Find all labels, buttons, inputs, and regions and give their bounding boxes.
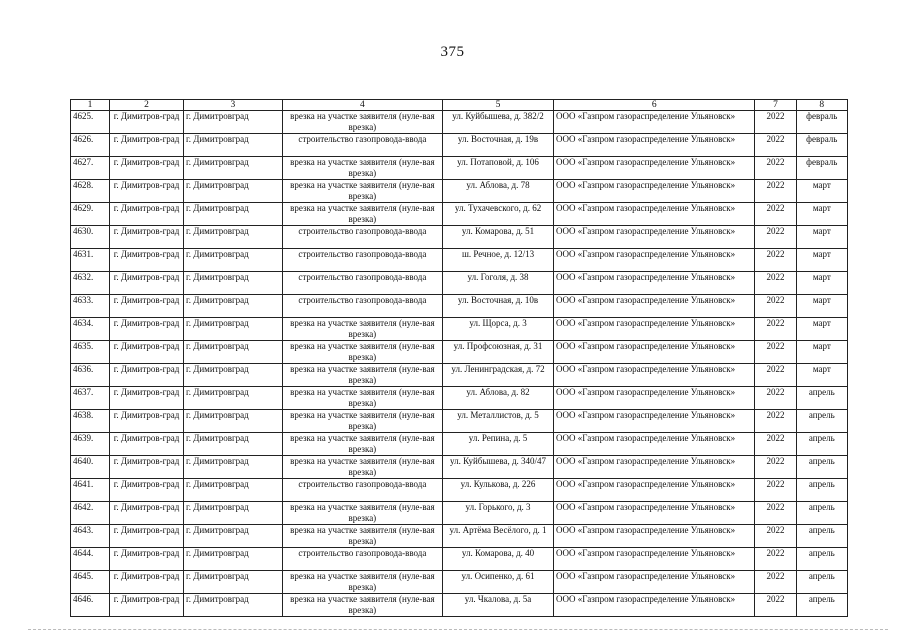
district-cell: г. Димитров-град: [110, 525, 184, 548]
locality-cell: г. Димитровград: [184, 410, 283, 433]
locality-cell: г. Димитровград: [184, 502, 283, 525]
table-row: [71, 341, 848, 364]
year-cell: 2022: [755, 410, 796, 433]
district-cell: г. Димитров-град: [110, 226, 184, 249]
address-cell: ул. Тухачевского, д. 62: [443, 203, 554, 226]
row-number: 4627.: [71, 157, 110, 180]
address-cell: ул. Ленинградская, д. 72: [443, 364, 554, 387]
address-cell: ул. Щорса, д. 3: [443, 318, 554, 341]
month-cell: февраль: [796, 157, 847, 180]
district-cell: г. Димитров-град: [110, 502, 184, 525]
row-number: 4644.: [71, 548, 110, 571]
work-type-cell: врезка на участке заявителя (нуле-вая врезка): [282, 364, 442, 387]
table-row: [71, 111, 848, 134]
header-row: [71, 100, 848, 111]
organization-cell: ООО «Газпром газораспределение Ульяновск»: [554, 433, 755, 456]
district-cell: г. Димитров-град: [110, 203, 184, 226]
locality-cell: г. Димитровград: [184, 364, 283, 387]
organization-cell: ООО «Газпром газораспределение Ульяновск»: [554, 180, 755, 203]
table-row: [71, 295, 848, 318]
organization-cell: ООО «Газпром газораспределение Ульяновск»: [554, 341, 755, 364]
table-row: [71, 410, 848, 433]
locality-cell: г. Димитровград: [184, 180, 283, 203]
month-cell: апрель: [796, 502, 847, 525]
work-type-cell: врезка на участке заявителя (нуле-вая врезка): [282, 203, 442, 226]
locality-cell: г. Димитровград: [184, 387, 283, 410]
work-type-cell: врезка на участке заявителя (нуле-вая врезка): [282, 180, 442, 203]
column-header: 2: [110, 100, 184, 111]
district-cell: г. Димитров-град: [110, 180, 184, 203]
year-cell: 2022: [755, 364, 796, 387]
address-cell: ул. Восточная, д. 19в: [443, 134, 554, 157]
month-cell: апрель: [796, 594, 847, 617]
locality-cell: г. Димитровград: [184, 272, 283, 295]
district-cell: г. Димитров-град: [110, 272, 184, 295]
address-cell: ул. Куйбышева, д. 340/47: [443, 456, 554, 479]
work-type-cell: врезка на участке заявителя (нуле-вая врезка): [282, 525, 442, 548]
column-header: 8: [796, 100, 847, 111]
month-cell: апрель: [796, 387, 847, 410]
district-cell: г. Димитров-град: [110, 295, 184, 318]
registry-table: [70, 99, 848, 617]
locality-cell: г. Димитровград: [184, 157, 283, 180]
organization-cell: ООО «Газпром газораспределение Ульяновск»: [554, 548, 755, 571]
column-header: 4: [282, 100, 442, 111]
organization-cell: ООО «Газпром газораспределение Ульяновск»: [554, 203, 755, 226]
table-row: [71, 180, 848, 203]
row-number: 4625.: [71, 111, 110, 134]
work-type-cell: врезка на участке заявителя (нуле-вая врезка): [282, 571, 442, 594]
locality-cell: г. Димитровград: [184, 249, 283, 272]
table-row: [71, 456, 848, 479]
organization-cell: ООО «Газпром газораспределение Ульяновск»: [554, 249, 755, 272]
year-cell: 2022: [755, 456, 796, 479]
organization-cell: ООО «Газпром газораспределение Ульяновск»: [554, 410, 755, 433]
year-cell: 2022: [755, 502, 796, 525]
row-number: 4631.: [71, 249, 110, 272]
work-type-cell: врезка на участке заявителя (нуле-вая врезка): [282, 111, 442, 134]
locality-cell: г. Димитровград: [184, 318, 283, 341]
address-cell: ул. Осипенко, д. 61: [443, 571, 554, 594]
table-row: [71, 364, 848, 387]
work-type-cell: врезка на участке заявителя (нуле-вая врезка): [282, 341, 442, 364]
page-bottom-divider: [28, 629, 888, 630]
row-number: 4633.: [71, 295, 110, 318]
table-row: [71, 594, 848, 617]
table-row: [71, 203, 848, 226]
month-cell: март: [796, 249, 847, 272]
row-number: 4637.: [71, 387, 110, 410]
organization-cell: ООО «Газпром газораспределение Ульяновск»: [554, 157, 755, 180]
month-cell: апрель: [796, 410, 847, 433]
table-row: [71, 479, 848, 502]
year-cell: 2022: [755, 571, 796, 594]
row-number: 4628.: [71, 180, 110, 203]
address-cell: ш. Речное, д. 12/13: [443, 249, 554, 272]
year-cell: 2022: [755, 433, 796, 456]
row-number: 4640.: [71, 456, 110, 479]
table-row: [71, 571, 848, 594]
year-cell: 2022: [755, 295, 796, 318]
month-cell: апрель: [796, 571, 847, 594]
table-row: [71, 433, 848, 456]
district-cell: г. Димитров-град: [110, 594, 184, 617]
row-number: 4645.: [71, 571, 110, 594]
row-number: 4635.: [71, 341, 110, 364]
year-cell: 2022: [755, 249, 796, 272]
column-header: 5: [443, 100, 554, 111]
address-cell: ул. Куйбышева, д. 382/2: [443, 111, 554, 134]
locality-cell: г. Димитровград: [184, 525, 283, 548]
work-type-cell: врезка на участке заявителя (нуле-вая врезка): [282, 456, 442, 479]
organization-cell: ООО «Газпром газораспределение Ульяновск»: [554, 111, 755, 134]
month-cell: март: [796, 341, 847, 364]
year-cell: 2022: [755, 387, 796, 410]
address-cell: ул. Профсоюзная, д. 31: [443, 341, 554, 364]
address-cell: ул. Горького, д. 3: [443, 502, 554, 525]
column-header: 1: [71, 100, 110, 111]
address-cell: ул. Комарова, д. 40: [443, 548, 554, 571]
month-cell: март: [796, 295, 847, 318]
locality-cell: г. Димитровград: [184, 548, 283, 571]
table-row: [71, 249, 848, 272]
district-cell: г. Димитров-град: [110, 456, 184, 479]
work-type-cell: строительство газопровода-ввода: [282, 548, 442, 571]
row-number: 4629.: [71, 203, 110, 226]
address-cell: ул. Аблова, д. 82: [443, 387, 554, 410]
address-cell: ул. Кулькова, д. 226: [443, 479, 554, 502]
year-cell: 2022: [755, 525, 796, 548]
organization-cell: ООО «Газпром газораспределение Ульяновск»: [554, 502, 755, 525]
work-type-cell: врезка на участке заявителя (нуле-вая врезка): [282, 157, 442, 180]
organization-cell: ООО «Газпром газораспределение Ульяновск»: [554, 134, 755, 157]
row-number: 4636.: [71, 364, 110, 387]
month-cell: март: [796, 203, 847, 226]
district-cell: г. Димитров-град: [110, 341, 184, 364]
year-cell: 2022: [755, 203, 796, 226]
year-cell: 2022: [755, 272, 796, 295]
year-cell: 2022: [755, 111, 796, 134]
organization-cell: ООО «Газпром газораспределение Ульяновск»: [554, 571, 755, 594]
table-row: [71, 548, 848, 571]
table-row: [71, 272, 848, 295]
work-type-cell: строительство газопровода-ввода: [282, 479, 442, 502]
work-type-cell: врезка на участке заявителя (нуле-вая врезка): [282, 502, 442, 525]
organization-cell: ООО «Газпром газораспределение Ульяновск»: [554, 364, 755, 387]
work-type-cell: врезка на участке заявителя (нуле-вая врезка): [282, 410, 442, 433]
organization-cell: ООО «Газпром газораспределение Ульяновск»: [554, 456, 755, 479]
locality-cell: г. Димитровград: [184, 341, 283, 364]
registry-body: [71, 111, 848, 617]
row-number: 4634.: [71, 318, 110, 341]
table-row: [71, 226, 848, 249]
work-type-cell: врезка на участке заявителя (нуле-вая врезка): [282, 387, 442, 410]
work-type-cell: врезка на участке заявителя (нуле-вая врезка): [282, 318, 442, 341]
work-type-cell: строительство газопровода-ввода: [282, 249, 442, 272]
month-cell: апрель: [796, 525, 847, 548]
locality-cell: г. Димитровград: [184, 479, 283, 502]
organization-cell: ООО «Газпром газораспределение Ульяновск»: [554, 387, 755, 410]
district-cell: г. Димитров-град: [110, 318, 184, 341]
month-cell: март: [796, 272, 847, 295]
year-cell: 2022: [755, 341, 796, 364]
row-number: 4646.: [71, 594, 110, 617]
district-cell: г. Димитров-град: [110, 387, 184, 410]
month-cell: март: [796, 180, 847, 203]
month-cell: апрель: [796, 456, 847, 479]
month-cell: февраль: [796, 111, 847, 134]
address-cell: ул. Комарова, д. 51: [443, 226, 554, 249]
district-cell: г. Димитров-град: [110, 571, 184, 594]
locality-cell: г. Димитровград: [184, 456, 283, 479]
table-row: [71, 157, 848, 180]
address-cell: ул. Репина, д. 5: [443, 433, 554, 456]
year-cell: 2022: [755, 134, 796, 157]
page-number: 375: [440, 44, 465, 60]
table-row: [71, 134, 848, 157]
locality-cell: г. Димитровград: [184, 111, 283, 134]
district-cell: г. Димитров-град: [110, 433, 184, 456]
organization-cell: ООО «Газпром газораспределение Ульяновск»: [554, 318, 755, 341]
district-cell: г. Димитров-град: [110, 479, 184, 502]
month-cell: март: [796, 364, 847, 387]
month-cell: апрель: [796, 433, 847, 456]
organization-cell: ООО «Газпром газораспределение Ульяновск»: [554, 226, 755, 249]
district-cell: г. Димитров-град: [110, 410, 184, 433]
address-cell: ул. Артёма Весёлого, д. 1: [443, 525, 554, 548]
work-type-cell: строительство газопровода-ввода: [282, 134, 442, 157]
district-cell: г. Димитров-град: [110, 111, 184, 134]
year-cell: 2022: [755, 548, 796, 571]
organization-cell: ООО «Газпром газораспределение Ульяновск»: [554, 295, 755, 318]
row-number: 4641.: [71, 479, 110, 502]
table-row: [71, 502, 848, 525]
locality-cell: г. Димитровград: [184, 226, 283, 249]
column-header: 3: [184, 100, 283, 111]
month-cell: апрель: [796, 548, 847, 571]
address-cell: ул. Потаповой, д. 106: [443, 157, 554, 180]
locality-cell: г. Димитровград: [184, 571, 283, 594]
district-cell: г. Димитров-град: [110, 157, 184, 180]
address-cell: ул. Аблова, д. 78: [443, 180, 554, 203]
year-cell: 2022: [755, 594, 796, 617]
locality-cell: г. Димитровград: [184, 134, 283, 157]
month-cell: апрель: [796, 479, 847, 502]
year-cell: 2022: [755, 180, 796, 203]
address-cell: ул. Металлистов, д. 5: [443, 410, 554, 433]
row-number: 4626.: [71, 134, 110, 157]
table-row: [71, 318, 848, 341]
column-header: 7: [755, 100, 796, 111]
row-number: 4643.: [71, 525, 110, 548]
row-number: 4638.: [71, 410, 110, 433]
address-cell: ул. Чкалова, д. 5а: [443, 594, 554, 617]
year-cell: 2022: [755, 226, 796, 249]
month-cell: март: [796, 318, 847, 341]
organization-cell: ООО «Газпром газораспределение Ульяновск»: [554, 594, 755, 617]
locality-cell: г. Димитровград: [184, 295, 283, 318]
row-number: 4639.: [71, 433, 110, 456]
locality-cell: г. Димитровград: [184, 433, 283, 456]
work-type-cell: врезка на участке заявителя (нуле-вая врезка): [282, 594, 442, 617]
row-number: 4632.: [71, 272, 110, 295]
locality-cell: г. Димитровград: [184, 594, 283, 617]
organization-cell: ООО «Газпром газораспределение Ульяновск»: [554, 272, 755, 295]
work-type-cell: врезка на участке заявителя (нуле-вая врезка): [282, 433, 442, 456]
district-cell: г. Димитров-град: [110, 548, 184, 571]
district-cell: г. Димитров-град: [110, 249, 184, 272]
district-cell: г. Димитров-град: [110, 364, 184, 387]
organization-cell: ООО «Газпром газораспределение Ульяновск»: [554, 525, 755, 548]
district-cell: г. Димитров-град: [110, 134, 184, 157]
month-cell: март: [796, 226, 847, 249]
work-type-cell: строительство газопровода-ввода: [282, 226, 442, 249]
address-cell: ул. Восточная, д. 10в: [443, 295, 554, 318]
address-cell: ул. Гоголя, д. 38: [443, 272, 554, 295]
year-cell: 2022: [755, 479, 796, 502]
work-type-cell: строительство газопровода-ввода: [282, 295, 442, 318]
work-type-cell: строительство газопровода-ввода: [282, 272, 442, 295]
organization-cell: ООО «Газпром газораспределение Ульяновск»: [554, 479, 755, 502]
column-header: 6: [554, 100, 755, 111]
year-cell: 2022: [755, 157, 796, 180]
row-number: 4642.: [71, 502, 110, 525]
locality-cell: г. Димитровград: [184, 203, 283, 226]
year-cell: 2022: [755, 318, 796, 341]
table-row: [71, 387, 848, 410]
table-row: [71, 525, 848, 548]
month-cell: февраль: [796, 134, 847, 157]
row-number: 4630.: [71, 226, 110, 249]
